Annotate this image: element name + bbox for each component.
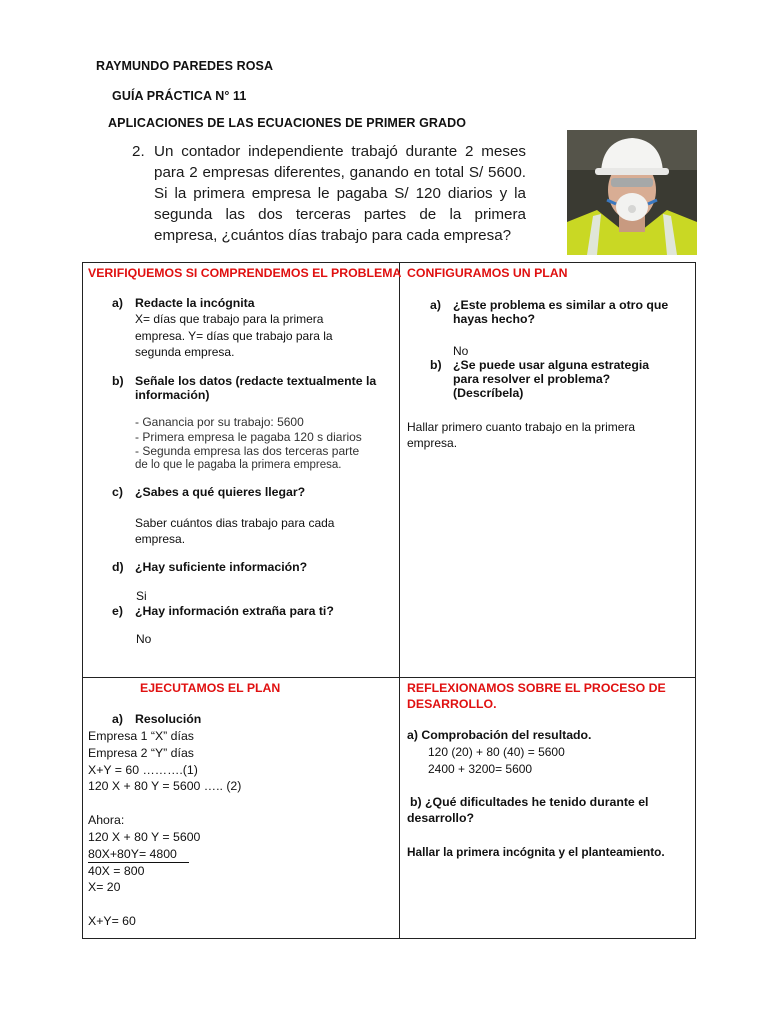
guide-title: GUÍA PRÁCTICA N° 11 — [112, 89, 247, 103]
execute-line: 120 X + 80 Y = 5600 — [88, 829, 201, 844]
execute-line-underlined: 80X+80Y= 4800 — [88, 847, 189, 863]
plan-b-question-2: para resolver el problema? — [453, 372, 611, 386]
worker-photo — [567, 130, 697, 255]
reflect-b-answer: Hallar la primera incógnita y el planteamiento. — [407, 845, 665, 859]
reflect-title-1: REFLEXIONAMOS SOBRE EL PROCESO DE — [407, 681, 666, 695]
verify-d-label: d) — [112, 560, 124, 574]
plan-strategy-1: Hallar primero cuanto trabajo en la primera — [407, 420, 636, 434]
plan-strategy-2: empresa. — [407, 436, 458, 450]
verify-b-question-1: Señale los datos (redacte textualmente la — [135, 374, 377, 388]
verify-title: VERIFIQUEMOS SI COMPRENDEMOS EL PROBLEMA — [88, 266, 402, 280]
verify-a-answer-1: X= días que trabajo para la primera — [135, 312, 324, 326]
plan-title: CONFIGURAMOS UN PLAN — [407, 266, 568, 280]
execute-a-label: a) — [112, 712, 123, 726]
execute-line — [88, 795, 241, 812]
plan-a-label: a) — [430, 298, 441, 312]
reflect-b-question-1: b) ¿Qué dificultades he tenido durante el — [410, 795, 649, 809]
plan-b-question-3: (Descríbela) — [453, 386, 524, 400]
execute-line: Empresa 2 “Y” días — [88, 745, 194, 760]
execute-lines — [88, 728, 241, 930]
verify-e-question: ¿Hay información extraña para ti? — [135, 604, 334, 618]
reflect-a-line-2: 2400 + 3200= 5600 — [428, 762, 533, 776]
verify-b-label: b) — [112, 374, 124, 388]
verify-a-answer-2: empresa. Y= días que trabajo para la — [135, 329, 333, 343]
execute-line: X= 20 — [88, 880, 121, 895]
verify-e-answer: No — [136, 632, 152, 646]
verify-b-data-1: - Ganancia por su trabajo: 5600 — [135, 415, 304, 429]
reflect-title-2: DESARROLLO. — [407, 697, 497, 711]
verify-a-question: Redacte la incógnita — [135, 296, 255, 310]
plan-b-label: b) — [430, 358, 442, 372]
verify-c-label: c) — [112, 485, 123, 499]
verify-d-answer: Si — [136, 589, 147, 603]
problem-number: 2. — [132, 143, 145, 160]
execute-line: X+Y = 60 ……….(1) — [88, 762, 198, 777]
plan-a-question-1: ¿Este problema es similar a otro que — [453, 298, 669, 312]
verify-b-data-3: - Segunda empresa las dos terceras parte — [135, 444, 360, 458]
author-name: RAYMUNDO PAREDES ROSA — [96, 59, 274, 73]
plan-b-question-1: ¿Se puede usar alguna estrategia — [453, 358, 650, 372]
verify-b-data-2: - Primera empresa le pagaba 120 s diarios — [135, 430, 362, 444]
verify-b-data-4: de lo que le pagaba la primera empresa. — [135, 459, 342, 471]
box-plan — [399, 262, 696, 678]
reflect-a-line-1: 120 (20) + 80 (40) = 5600 — [428, 745, 565, 759]
problem-text: Un contador independiente trabajó durante 2 meses para 2 empresas diferentes, ganando en total S/ 5600. Si la primera empresa le pagaba S/ 120 diarios y la segunda las dos terceras partes de la primera empresa, ¿cuántos días trabajo para cada empresa? — [154, 143, 526, 244]
plan-a-answer: No — [453, 344, 469, 358]
verify-a-answer-3: segunda empresa. — [135, 345, 235, 359]
verify-d-question: ¿Hay suficiente información? — [135, 560, 308, 574]
execute-line: 120 X + 80 Y = 5600 ….. (2) — [88, 779, 242, 794]
problem-statement — [132, 141, 526, 246]
verify-b-question-2: información) — [135, 388, 210, 402]
verify-a-label: a) — [112, 296, 123, 310]
execute-line: Ahora: — [88, 812, 125, 827]
execute-line: Empresa 1 “X” días — [88, 729, 194, 743]
verify-c-question: ¿Sabes a qué quieres llegar? — [135, 485, 306, 499]
plan-a-question-2: hayas hecho? — [453, 312, 536, 326]
execute-title: EJECUTAMOS EL PLAN — [140, 681, 281, 695]
execute-a-title: Resolución — [135, 712, 202, 726]
verify-c-answer-1: Saber cuántos dias trabajo para cada — [135, 516, 335, 530]
worker-helmet-mask-image — [567, 130, 697, 255]
execute-line — [88, 896, 241, 913]
verify-e-label: e) — [112, 604, 123, 618]
topic-title: APLICACIONES DE LAS ECUACIONES DE PRIMER GRADO — [108, 116, 467, 130]
execute-line: X+Y= 60 — [88, 913, 136, 928]
execute-line: 40X = 800 — [88, 863, 145, 878]
reflect-b-question-2: desarrollo? — [407, 811, 474, 825]
verify-c-answer-2: empresa. — [135, 532, 186, 546]
reflect-a-question: a) Comprobación del resultado. — [407, 728, 592, 742]
